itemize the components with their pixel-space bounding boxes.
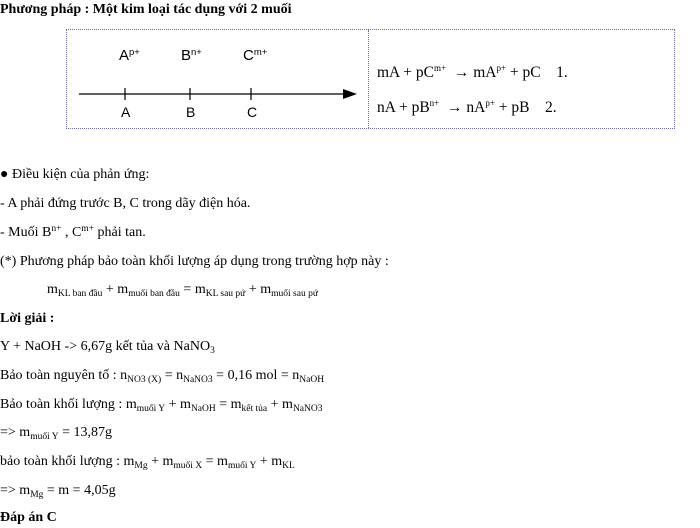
solution-line-6: => $m_{Mg} = m = 4,05g$ bbox=[0, 483, 116, 500]
ion-c: $C^{m+}$ bbox=[243, 47, 268, 64]
reaction-arrow-icon: → bbox=[447, 99, 463, 116]
method-note: (*) Phương pháp bảo toàn khối lượng áp dụng trong trường hợp này : bbox=[0, 254, 389, 269]
solution-line-4: => $m_{muối Y} = 13,87g$ bbox=[0, 425, 113, 442]
page-heading: Phương pháp : Một kim loại tác dụng với 2 muối bbox=[0, 2, 292, 17]
solution-title: Lời giải : bbox=[0, 311, 55, 326]
conditions-title: ● Điều kiện của phản ứng: bbox=[0, 167, 150, 182]
solution-line-3: Bảo toàn khối lượng : $m_{muối Y} + m_{NaOH} = m_{kết tủa} + m_{NaNO3}$ bbox=[0, 397, 323, 414]
equation-2: nA + $pB^{n+} \to nA^{p+}$ + pB 2. bbox=[377, 98, 557, 116]
electrochemical-series-axis bbox=[67, 30, 367, 130]
ion-b: $B^{n+}$ bbox=[181, 47, 202, 64]
point-label-a: A bbox=[121, 104, 131, 120]
reaction-arrow-icon: → bbox=[453, 64, 470, 81]
equation-1: mA + $pC^{m+} \to mA^{p+}$ + pC 1. bbox=[377, 63, 568, 81]
condition-2: - Muối $B^{n+}$ , $C^{m+}$ phải tan. bbox=[0, 224, 146, 240]
solution-line-5: bảo toàn khối lượng : $m_{Mg} + m_{muối X} = m_{muối Y} + m_{KL}$ bbox=[0, 454, 295, 471]
ion-a: $A^{p+}$ bbox=[119, 47, 140, 64]
point-label-c: C bbox=[247, 104, 258, 120]
final-answer: Đáp án C bbox=[0, 510, 57, 525]
solution-line-1: Y + NaOH -> 6,67g kết tủa và NaNO$_3$ bbox=[0, 339, 215, 356]
mass-conservation-formula: $m_{KL ban đầu} + m_{muối ban đầu} = m_{KL sau pứ} + m_{muối sau pứ}$ bbox=[47, 282, 318, 299]
axis-arrowhead bbox=[343, 89, 357, 99]
point-label-b: B bbox=[186, 104, 196, 120]
solution-line-2: Bảo toàn nguyên tố : $n_{NO3 (X)} = n_{NaNO3} = 0,16$ mol = $n_{NaOH}$ bbox=[0, 368, 325, 385]
condition-1: - A phải đứng trước B, C trong dãy điện hóa. bbox=[0, 196, 251, 211]
diagram-divider bbox=[368, 30, 369, 128]
reaction-diagram-box bbox=[66, 29, 675, 129]
bullet-icon: ● bbox=[0, 167, 9, 182]
